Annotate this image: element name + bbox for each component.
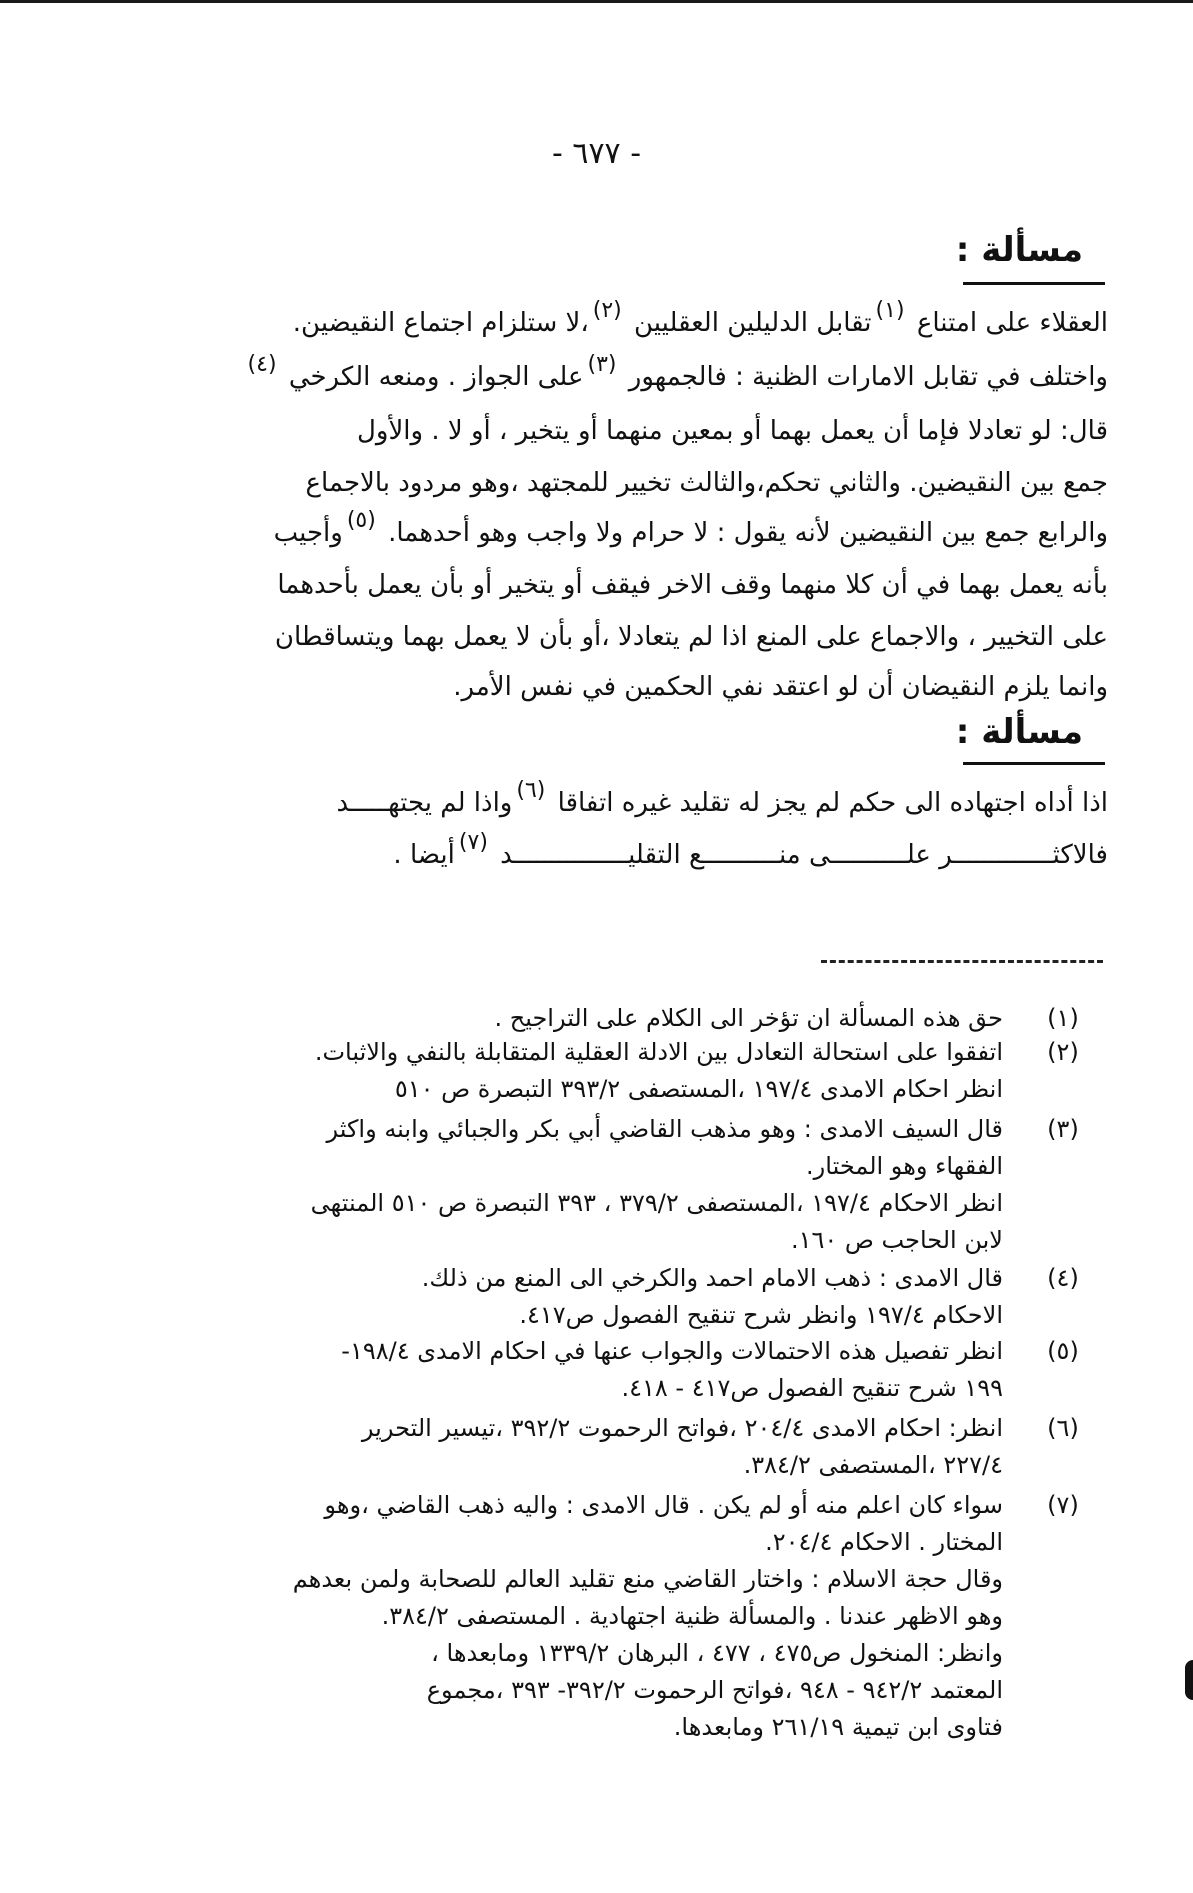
footnote-reference: (٦) [516,778,546,803]
footnote-text: حق هذه المسألة ان تؤخر الى الكلام على التراجيح . [494,1004,1003,1032]
body-text: واذا لم يجتهـــــد [336,788,513,818]
body-line [128,622,1108,652]
body-line [128,352,1108,392]
body-line [128,298,1108,338]
body-line [128,570,1108,600]
footnote-number: (٧) [1047,1491,1079,1519]
body-text: بأنه يعمل بهما في أن كلا منهما وقف الاخر فيقف أو يتخير أو بأن يعمل بأحدهما [277,570,1108,600]
footnote-reference: (٤) [247,352,277,377]
footnote-text: انظر الاحكام ١٩٧/٤ ،المستصفى ٣٧٩/٢ ، ٣٩٣ التبصرة ص ٥١٠ المنتهى [310,1189,1003,1217]
footnote-text: وقال حجة الاسلام : واختار القاضي منع تقليد العالم للصحابة ولمن بعدهم [292,1565,1003,1593]
section-heading-1: مسألة : [955,230,1083,270]
body-text: جمع بين النقيضين. والثاني تحكم،والثالث تخيير للمجتهد ،وهو مردود بالاجماع [305,468,1108,498]
footnote-number: (١) [1047,1004,1079,1032]
body-text: على الجواز . ومنعه الكرخي [288,362,584,392]
body-line [128,508,1108,548]
body-text: اذا أداه اجتهاده الى حكم لم يجز له تقليد غيره اتفاقا [557,788,1108,818]
footnote-number: (٤) [1047,1264,1079,1292]
footnote-text: لابن الحاجب ص ١٦٠. [790,1226,1003,1254]
footnote-text: انظر: احكام الامدى ٢٠٤/٤ ،فواتح الرحموت ٣٩٢/٢ ،تيسير التحرير [361,1414,1003,1442]
footnote-text: فتاوى ابن تيمية ٢٦١/١٩ ومابعدها. [673,1713,1003,1741]
body-line [128,416,1108,446]
footnote-reference: (٥) [346,508,376,533]
footnote-text: وهو الاظهر عندنا . والمسألة ظنية اجتهادية . المستصفى ٣٨٤/٢. [381,1602,1003,1630]
footnote-text: قال السيف الامدى : وهو مذهب القاضي أبي بكر والجبائي وابنه واكثر [326,1115,1003,1143]
top-border-line [0,0,1193,3]
footnote-number: (٦) [1047,1414,1079,1442]
body-text: أيضا . [393,840,455,870]
footnote-separator [821,960,1103,963]
footnote-text: الاحكام ١٩٧/٤ وانظر شرح تنقيح الفصول ص٤١٧. [519,1301,1003,1329]
scan-edge-mark [1185,1660,1193,1700]
body-text: فالاكثـــــــــــــر علــــــــــى منــــــــــع التقليـــــــــــــــد [500,840,1108,870]
footnote-text: المختار . الاحكام ٢٠٤/٤. [765,1528,1003,1556]
body-text: واختلف في تقابل الامارات الظنية : فالجمهور [628,362,1108,392]
footnote-text: المعتمد ٩٤٢/٢ - ٩٤٨ ،فواتح الرحموت ٣٩٢/٢- ٣٩٣ ،مجموع [426,1676,1003,1704]
footnote-text: انظر احكام الامدى ١٩٧/٤ ،المستصفى ٣٩٣/٢ التبصرة ص ٥١٠ [394,1075,1003,1103]
body-text: وأجيب [273,518,343,548]
body-line [128,672,1108,702]
heading-underline-1 [963,282,1105,285]
body-line [128,778,1108,818]
footnote-text: انظر تفصيل هذه الاحتمالات والجواب عنها في احكام الامدى ١٩٨/٤- [341,1337,1003,1365]
heading-underline-2 [963,762,1105,765]
body-text: تقابل الدليلين العقليين [634,308,872,338]
footnote-reference: (٣) [587,352,617,377]
footnote-text: ١٩٩ شرح تنقيح الفصول ص٤١٧ - ٤١٨. [621,1374,1003,1402]
footnote-text: وانظر: المنخول ص٤٧٥ ، ٤٧٧ ، البرهان ١٣٣٩/٢ ومابعدها ، [431,1639,1003,1667]
footnote-text: قال الامدى : ذهب الامام احمد والكرخي الى المنع من ذلك. [421,1264,1003,1292]
footnote-number: (٥) [1047,1337,1079,1365]
body-text: العقلاء على امتناع [916,308,1108,338]
body-line [128,468,1108,498]
page-number: - ٦٧٧ - [551,136,642,171]
footnote-text: سواء كان اعلم منه أو لم يكن . قال الامدى : واليه ذهب القاضي ،وهو [324,1491,1003,1519]
footnote-reference: (١) [875,298,905,323]
body-text: وانما يلزم النقيضان أن لو اعتقد نفي الحكمين في نفس الأمر. [453,672,1108,702]
body-text: قال: لو تعادلا فإما أن يعمل بهما أو بمعين منهما أو يتخير ، أو لا . والأول [357,416,1108,446]
footnote-text: ٢٢٧/٤ ،المستصفى ٣٨٤/٢. [743,1451,1003,1479]
footnote-reference: (٢) [592,298,622,323]
body-text: والرابع جمع بين النقيضين لأنه يقول : لا حرام ولا واجب وهو أحدهما. [388,518,1108,548]
footnote-text: اتفقوا على استحالة التعادل بين الادلة العقلية المتقابلة بالنفي والاثبات. [314,1038,1003,1066]
footnote-number: (٢) [1047,1038,1079,1066]
body-line [128,830,1108,870]
footnote-text: الفقهاء وهو المختار. [806,1152,1003,1180]
footnote-reference: (٧) [458,830,488,855]
footnote-number: (٣) [1047,1115,1079,1143]
body-text: ،لا ستلزام اجتماع النقيضين. [292,308,589,338]
section-heading-2: مسألة : [955,712,1083,752]
body-text: على التخيير ، والاجماع على المنع اذا لم يتعادلا ،أو بأن لا يعمل بهما ويتساقطان [274,622,1108,652]
